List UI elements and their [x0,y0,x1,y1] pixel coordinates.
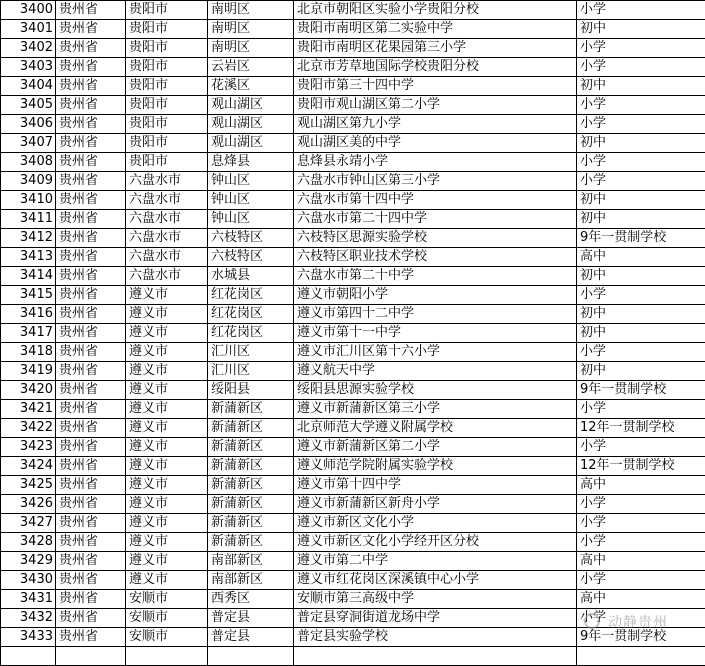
row-number-cell[interactable]: 3425 [1,476,56,495]
school-name-cell[interactable]: 遵义师范学院附属实验学校 [294,457,577,476]
province-cell[interactable]: 贵州省 [56,210,126,229]
district-cell[interactable]: 西秀区 [208,590,294,609]
table-row[interactable] [1,381,705,400]
row-number-cell[interactable]: 3415 [1,286,56,305]
province-cell[interactable]: 贵州省 [56,514,126,533]
province-cell[interactable]: 贵州省 [56,248,126,267]
province-cell[interactable]: 贵州省 [56,609,126,628]
district-cell[interactable]: 新蒲新区 [208,533,294,552]
school-type-cell[interactable] [577,647,705,666]
school-type-cell[interactable]: 12年一贯制学校 [577,457,705,476]
table-row[interactable] [1,58,705,77]
school-type-cell[interactable]: 小学 [577,39,705,58]
city-cell[interactable]: 遵义市 [126,286,208,305]
row-number-cell[interactable]: 3423 [1,438,56,457]
school-type-cell[interactable]: 小学 [577,153,705,172]
district-cell[interactable]: 新蒲新区 [208,400,294,419]
table-row[interactable] [1,286,705,305]
school-name-cell[interactable]: 遵义市朝阳小学 [294,286,577,305]
school-name-cell[interactable] [294,647,577,666]
city-cell[interactable]: 遵义市 [126,476,208,495]
table-row[interactable] [1,96,705,115]
province-cell[interactable]: 贵州省 [56,381,126,400]
table-row[interactable] [1,191,705,210]
school-type-cell[interactable]: 小学 [577,96,705,115]
province-cell[interactable]: 贵州省 [56,362,126,381]
city-cell[interactable]: 遵义市 [126,438,208,457]
row-number-cell[interactable]: 3410 [1,191,56,210]
province-cell[interactable]: 贵州省 [56,343,126,362]
row-number-cell[interactable]: 3422 [1,419,56,438]
city-cell[interactable]: 贵阳市 [126,77,208,96]
city-cell[interactable]: 贵阳市 [126,1,208,20]
district-cell[interactable]: 钟山区 [208,210,294,229]
district-cell[interactable]: 南部新区 [208,552,294,571]
school-name-cell[interactable]: 北京师范大学遵义附属学校 [294,419,577,438]
table-row[interactable] [1,419,705,438]
school-name-cell[interactable]: 贵阳市南明区第二实验中学 [294,20,577,39]
province-cell[interactable]: 贵州省 [56,134,126,153]
district-cell[interactable]: 水城县 [208,267,294,286]
city-cell[interactable]: 遵义市 [126,495,208,514]
table-row[interactable] [1,115,705,134]
city-cell[interactable]: 遵义市 [126,324,208,343]
school-type-cell[interactable]: 小学 [577,495,705,514]
province-cell[interactable]: 贵州省 [56,267,126,286]
district-cell[interactable]: 汇川区 [208,362,294,381]
row-number-cell[interactable]: 3406 [1,115,56,134]
school-type-cell[interactable]: 高中 [577,248,705,267]
school-type-cell[interactable]: 小学 [577,533,705,552]
school-type-cell[interactable]: 初中 [577,362,705,381]
school-type-cell[interactable]: 小学 [577,400,705,419]
row-number-cell[interactable]: 3404 [1,77,56,96]
district-cell[interactable]: 南明区 [208,39,294,58]
school-name-cell[interactable]: 普定县实验学校 [294,628,577,647]
table-row[interactable] [1,647,705,666]
province-cell[interactable]: 贵州省 [56,400,126,419]
city-cell[interactable]: 六盘水市 [126,172,208,191]
row-number-cell[interactable]: 3409 [1,172,56,191]
row-number-cell[interactable]: 3412 [1,229,56,248]
table-row[interactable] [1,362,705,381]
city-cell[interactable]: 遵义市 [126,362,208,381]
table-row[interactable] [1,343,705,362]
province-cell[interactable]: 贵州省 [56,419,126,438]
school-type-cell[interactable]: 小学 [577,343,705,362]
school-type-cell[interactable]: 9年一贯制学校 [577,628,705,647]
district-cell[interactable]: 六枝特区 [208,229,294,248]
school-name-cell[interactable]: 遵义市新区文化小学经开区分校 [294,533,577,552]
row-number-cell[interactable]: 3430 [1,571,56,590]
school-name-cell[interactable]: 遵义市第四十二中学 [294,305,577,324]
table-row[interactable] [1,552,705,571]
province-cell[interactable]: 贵州省 [56,153,126,172]
row-number-cell[interactable]: 3403 [1,58,56,77]
district-cell[interactable]: 钟山区 [208,191,294,210]
province-cell[interactable]: 贵州省 [56,571,126,590]
school-name-cell[interactable]: 六盘水市钟山区第三小学 [294,172,577,191]
row-number-cell[interactable]: 3417 [1,324,56,343]
district-cell[interactable]: 新蒲新区 [208,495,294,514]
city-cell[interactable]: 贵阳市 [126,20,208,39]
city-cell[interactable]: 贵阳市 [126,134,208,153]
row-number-cell[interactable]: 3426 [1,495,56,514]
district-cell[interactable]: 南明区 [208,1,294,20]
school-name-cell[interactable]: 观山湖区美的中学 [294,134,577,153]
row-number-cell[interactable]: 3407 [1,134,56,153]
district-cell[interactable]: 云岩区 [208,58,294,77]
city-cell[interactable]: 贵阳市 [126,39,208,58]
row-number-cell[interactable]: 3432 [1,609,56,628]
school-name-cell[interactable]: 息烽县永靖小学 [294,153,577,172]
school-type-cell[interactable]: 初中 [577,20,705,39]
school-name-cell[interactable]: 贵阳市观山湖区第二小学 [294,96,577,115]
school-type-cell[interactable]: 12年一贯制学校 [577,419,705,438]
city-cell[interactable]: 遵义市 [126,381,208,400]
school-type-cell[interactable]: 小学 [577,514,705,533]
row-number-cell[interactable]: 3413 [1,248,56,267]
school-type-cell[interactable]: 小学 [577,438,705,457]
province-cell[interactable]: 贵州省 [56,495,126,514]
table-row[interactable] [1,514,705,533]
school-type-cell[interactable]: 小学 [577,115,705,134]
province-cell[interactable]: 贵州省 [56,39,126,58]
city-cell[interactable]: 贵阳市 [126,58,208,77]
city-cell[interactable] [126,647,208,666]
province-cell[interactable]: 贵州省 [56,552,126,571]
school-type-cell[interactable]: 小学 [577,58,705,77]
table-row[interactable] [1,324,705,343]
table-row[interactable] [1,609,705,628]
school-name-cell[interactable]: 六枝特区思源实验学校 [294,229,577,248]
district-cell[interactable]: 红花岗区 [208,324,294,343]
table-row[interactable] [1,172,705,191]
school-name-cell[interactable]: 六盘水市第二十四中学 [294,210,577,229]
table-row[interactable] [1,533,705,552]
table-row[interactable] [1,229,705,248]
district-cell[interactable]: 南明区 [208,20,294,39]
table-body [1,1,705,666]
school-type-cell[interactable]: 小学 [577,172,705,191]
row-number-cell[interactable]: 3400 [1,1,56,20]
row-number-cell[interactable]: 3402 [1,39,56,58]
city-cell[interactable]: 遵义市 [126,571,208,590]
row-number-cell[interactable]: 3418 [1,343,56,362]
school-type-cell[interactable]: 小学 [577,609,705,628]
district-cell[interactable]: 南部新区 [208,571,294,590]
city-cell[interactable]: 遵义市 [126,457,208,476]
table-row[interactable] [1,248,705,267]
province-cell[interactable]: 贵州省 [56,457,126,476]
school-name-cell[interactable]: 遵义市汇川区第十六小学 [294,343,577,362]
city-cell[interactable]: 安顺市 [126,609,208,628]
school-name-cell[interactable]: 遵义航天中学 [294,362,577,381]
district-cell[interactable]: 红花岗区 [208,286,294,305]
row-number-cell[interactable]: 3428 [1,533,56,552]
school-name-cell[interactable]: 遵义市红花岗区深溪镇中心小学 [294,571,577,590]
school-type-cell[interactable]: 初中 [577,77,705,96]
district-cell[interactable]: 新蒲新区 [208,438,294,457]
province-cell[interactable]: 贵州省 [56,191,126,210]
district-cell[interactable]: 息烽县 [208,153,294,172]
province-cell[interactable]: 贵州省 [56,590,126,609]
table-row[interactable] [1,153,705,172]
district-cell[interactable]: 新蒲新区 [208,457,294,476]
table-row[interactable] [1,438,705,457]
city-cell[interactable]: 六盘水市 [126,267,208,286]
district-cell[interactable]: 观山湖区 [208,115,294,134]
table-row[interactable] [1,628,705,647]
row-number-cell[interactable]: 3401 [1,20,56,39]
district-cell[interactable]: 汇川区 [208,343,294,362]
school-type-cell[interactable]: 初中 [577,210,705,229]
district-cell[interactable] [208,647,294,666]
table-row[interactable] [1,77,705,96]
province-cell[interactable]: 贵州省 [56,476,126,495]
table-row[interactable] [1,267,705,286]
city-cell[interactable]: 六盘水市 [126,210,208,229]
city-cell[interactable]: 贵阳市 [126,153,208,172]
table-row[interactable] [1,571,705,590]
school-name-cell[interactable]: 遵义市新区文化小学 [294,514,577,533]
row-number-cell[interactable]: 3408 [1,153,56,172]
school-type-cell[interactable]: 初中 [577,305,705,324]
row-number-cell[interactable]: 3427 [1,514,56,533]
city-cell[interactable]: 遵义市 [126,305,208,324]
district-cell[interactable]: 观山湖区 [208,134,294,153]
district-cell[interactable]: 新蒲新区 [208,419,294,438]
table-row[interactable] [1,476,705,495]
province-cell[interactable]: 贵州省 [56,286,126,305]
province-cell[interactable]: 贵州省 [56,96,126,115]
row-number-cell[interactable]: 3419 [1,362,56,381]
province-cell[interactable]: 贵州省 [56,58,126,77]
row-number-cell[interactable]: 3429 [1,552,56,571]
city-cell[interactable]: 贵阳市 [126,96,208,115]
school-type-cell[interactable]: 9年一贯制学校 [577,229,705,248]
school-name-cell[interactable]: 遵义市新蒲新区新舟小学 [294,495,577,514]
school-name-cell[interactable]: 遵义市第二中学 [294,552,577,571]
province-cell[interactable]: 贵州省 [56,172,126,191]
school-name-cell[interactable]: 安顺市第三高级中学 [294,590,577,609]
city-cell[interactable]: 遵义市 [126,419,208,438]
table-row[interactable] [1,39,705,58]
row-number-cell[interactable]: 3411 [1,210,56,229]
table-row[interactable] [1,495,705,514]
district-cell[interactable]: 新蒲新区 [208,476,294,495]
province-cell[interactable]: 贵州省 [56,1,126,20]
school-type-cell[interactable]: 初中 [577,134,705,153]
school-name-cell[interactable]: 普定县穿洞街道龙场中学 [294,609,577,628]
row-number-cell[interactable]: 3405 [1,96,56,115]
row-number-cell[interactable]: 3431 [1,590,56,609]
province-cell[interactable]: 贵州省 [56,628,126,647]
district-cell[interactable]: 钟山区 [208,172,294,191]
school-name-cell[interactable]: 六盘水市第二十中学 [294,267,577,286]
table-row[interactable] [1,20,705,39]
school-type-cell[interactable]: 小学 [577,571,705,590]
row-number-cell[interactable]: 3420 [1,381,56,400]
school-type-cell[interactable]: 小学 [577,1,705,20]
district-cell[interactable]: 新蒲新区 [208,514,294,533]
province-cell[interactable]: 贵州省 [56,77,126,96]
school-name-cell[interactable]: 六盘水市第十四中学 [294,191,577,210]
city-cell[interactable]: 安顺市 [126,590,208,609]
school-name-cell[interactable]: 遵义市新蒲新区第二小学 [294,438,577,457]
school-name-cell[interactable]: 遵义市第十四中学 [294,476,577,495]
city-cell[interactable]: 遵义市 [126,533,208,552]
table-row[interactable] [1,400,705,419]
row-number-cell[interactable]: 3421 [1,400,56,419]
school-name-cell[interactable]: 观山湖区第九小学 [294,115,577,134]
district-cell[interactable]: 普定县 [208,609,294,628]
table-row[interactable] [1,590,705,609]
school-name-cell[interactable]: 六枝特区职业技术学校 [294,248,577,267]
school-name-cell[interactable]: 北京市朝阳区实验小学贵阳分校 [294,1,577,20]
city-cell[interactable]: 六盘水市 [126,191,208,210]
province-cell[interactable]: 贵州省 [56,533,126,552]
row-number-cell[interactable]: 3424 [1,457,56,476]
province-cell[interactable]: 贵州省 [56,20,126,39]
district-cell[interactable]: 绥阳县 [208,381,294,400]
city-cell[interactable]: 六盘水市 [126,229,208,248]
school-type-cell[interactable]: 初中 [577,191,705,210]
district-cell[interactable]: 花溪区 [208,77,294,96]
row-number-cell[interactable]: 3414 [1,267,56,286]
school-type-cell[interactable]: 高中 [577,552,705,571]
school-name-cell[interactable]: 遵义市第十一中学 [294,324,577,343]
table-row[interactable] [1,457,705,476]
row-number-cell[interactable]: 3433 [1,628,56,647]
school-type-cell[interactable]: 小学 [577,286,705,305]
district-cell[interactable]: 观山湖区 [208,96,294,115]
school-type-cell[interactable]: 初中 [577,267,705,286]
row-number-cell[interactable] [1,647,56,666]
province-cell[interactable]: 贵州省 [56,305,126,324]
city-cell[interactable]: 安顺市 [126,628,208,647]
city-cell[interactable]: 贵阳市 [126,115,208,134]
district-cell[interactable]: 红花岗区 [208,305,294,324]
province-cell[interactable]: 贵州省 [56,229,126,248]
row-number-cell[interactable]: 3416 [1,305,56,324]
school-name-cell[interactable]: 绥阳县思源实验学校 [294,381,577,400]
city-cell[interactable]: 遵义市 [126,514,208,533]
school-type-cell[interactable]: 高中 [577,476,705,495]
watermark-text: 动静贵州 [608,612,668,632]
table-row[interactable] [1,210,705,229]
school-name-cell[interactable]: 贵阳市南明区花果园第三小学 [294,39,577,58]
school-type-cell[interactable]: 9年一贯制学校 [577,381,705,400]
table-row[interactable] [1,305,705,324]
province-cell[interactable]: 贵州省 [56,324,126,343]
city-cell[interactable]: 遵义市 [126,400,208,419]
table-row[interactable] [1,1,705,20]
school-name-cell[interactable]: 贵阳市第三十四中学 [294,77,577,96]
province-cell[interactable] [56,647,126,666]
school-type-cell[interactable]: 高中 [577,590,705,609]
province-cell[interactable]: 贵州省 [56,115,126,134]
district-cell[interactable]: 六枝特区 [208,248,294,267]
school-name-cell[interactable]: 遵义市新蒲新区第三小学 [294,400,577,419]
city-cell[interactable]: 遵义市 [126,343,208,362]
district-cell[interactable]: 普定县 [208,628,294,647]
school-name-cell[interactable]: 北京市芳草地国际学校贵阳分校 [294,58,577,77]
city-cell[interactable]: 遵义市 [126,552,208,571]
city-cell[interactable]: 六盘水市 [126,248,208,267]
province-cell[interactable]: 贵州省 [56,438,126,457]
table-row[interactable] [1,134,705,153]
school-type-cell[interactable]: 初中 [577,324,705,343]
